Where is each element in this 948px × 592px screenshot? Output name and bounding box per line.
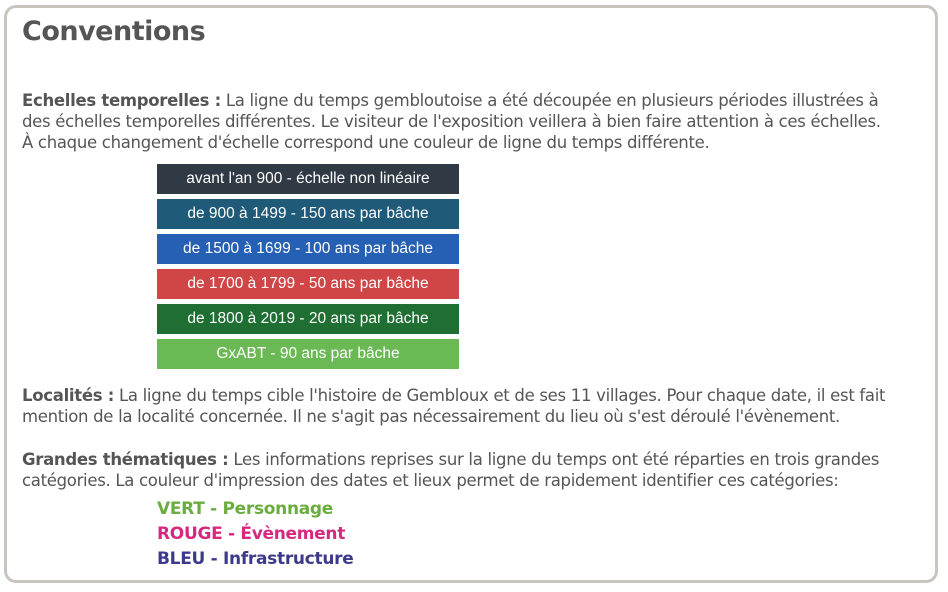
conventions-card bbox=[4, 5, 938, 583]
thematiques-line-1 bbox=[22, 449, 932, 470]
scale-bar-1800-2019: de 1800 à 2019 - 20 ans par bâche bbox=[157, 304, 459, 334]
thematiques-line-2: catégories. La couleur d'impression des dates et lieux permet de rapidement identifier ces catégories: bbox=[22, 471, 839, 490]
scale-bar-gxabt: GxABT - 90 ans par bâche bbox=[157, 339, 459, 369]
echelles-text-1: La ligne du temps gembloutoise a été découpée en plusieurs périodes illustrées à bbox=[220, 91, 879, 110]
localites-label: Localités : bbox=[22, 386, 115, 405]
scale-bar-avant-900: avant l'an 900 - échelle non linéaire bbox=[157, 164, 459, 194]
echelles-line-1 bbox=[22, 90, 932, 111]
localites-line-1 bbox=[22, 385, 932, 406]
scale-bar-1500-1699: de 1500 à 1699 - 100 ans par bâche bbox=[157, 234, 459, 264]
scale-bar-1700-1799: de 1700 à 1799 - 50 ans par bâche bbox=[157, 269, 459, 299]
theme-rouge-evenement: ROUGE - Évènement bbox=[157, 524, 346, 544]
theme-bleu-infrastructure: BLEU - Infrastructure bbox=[157, 549, 354, 569]
page-title: Conventions bbox=[22, 16, 206, 47]
localites-text-1: La ligne du temps cible l'histoire de Gembloux et de ses 11 villages. Pour chaque date, il est fait bbox=[114, 386, 886, 405]
localites-line-2: mention de la localité concernée. Il ne s'agit pas nécessairement du lieu où s'est déroulé l'évènement. bbox=[22, 407, 840, 426]
localites-paragraph bbox=[22, 385, 932, 427]
thematiques-paragraph bbox=[22, 449, 932, 491]
echelles-line-3: À chaque changement d'échelle correspond une couleur de ligne du temps différente. bbox=[22, 133, 710, 152]
thematiques-label: Grandes thématiques : bbox=[22, 450, 229, 469]
echelles-label: Echelles temporelles : bbox=[22, 91, 221, 110]
echelles-paragraph bbox=[22, 90, 932, 153]
echelles-line-2: des échelles temporelles différentes. Le visiteur de l'exposition veillera à bien faire attention à ces échelles. bbox=[22, 112, 881, 131]
scale-bar-900-1499: de 900 à 1499 - 150 ans par bâche bbox=[157, 199, 459, 229]
thematiques-text-1: Les informations reprises sur la ligne du temps ont été réparties en trois grandes bbox=[228, 450, 880, 469]
theme-vert-personnage: VERT - Personnage bbox=[157, 499, 334, 519]
